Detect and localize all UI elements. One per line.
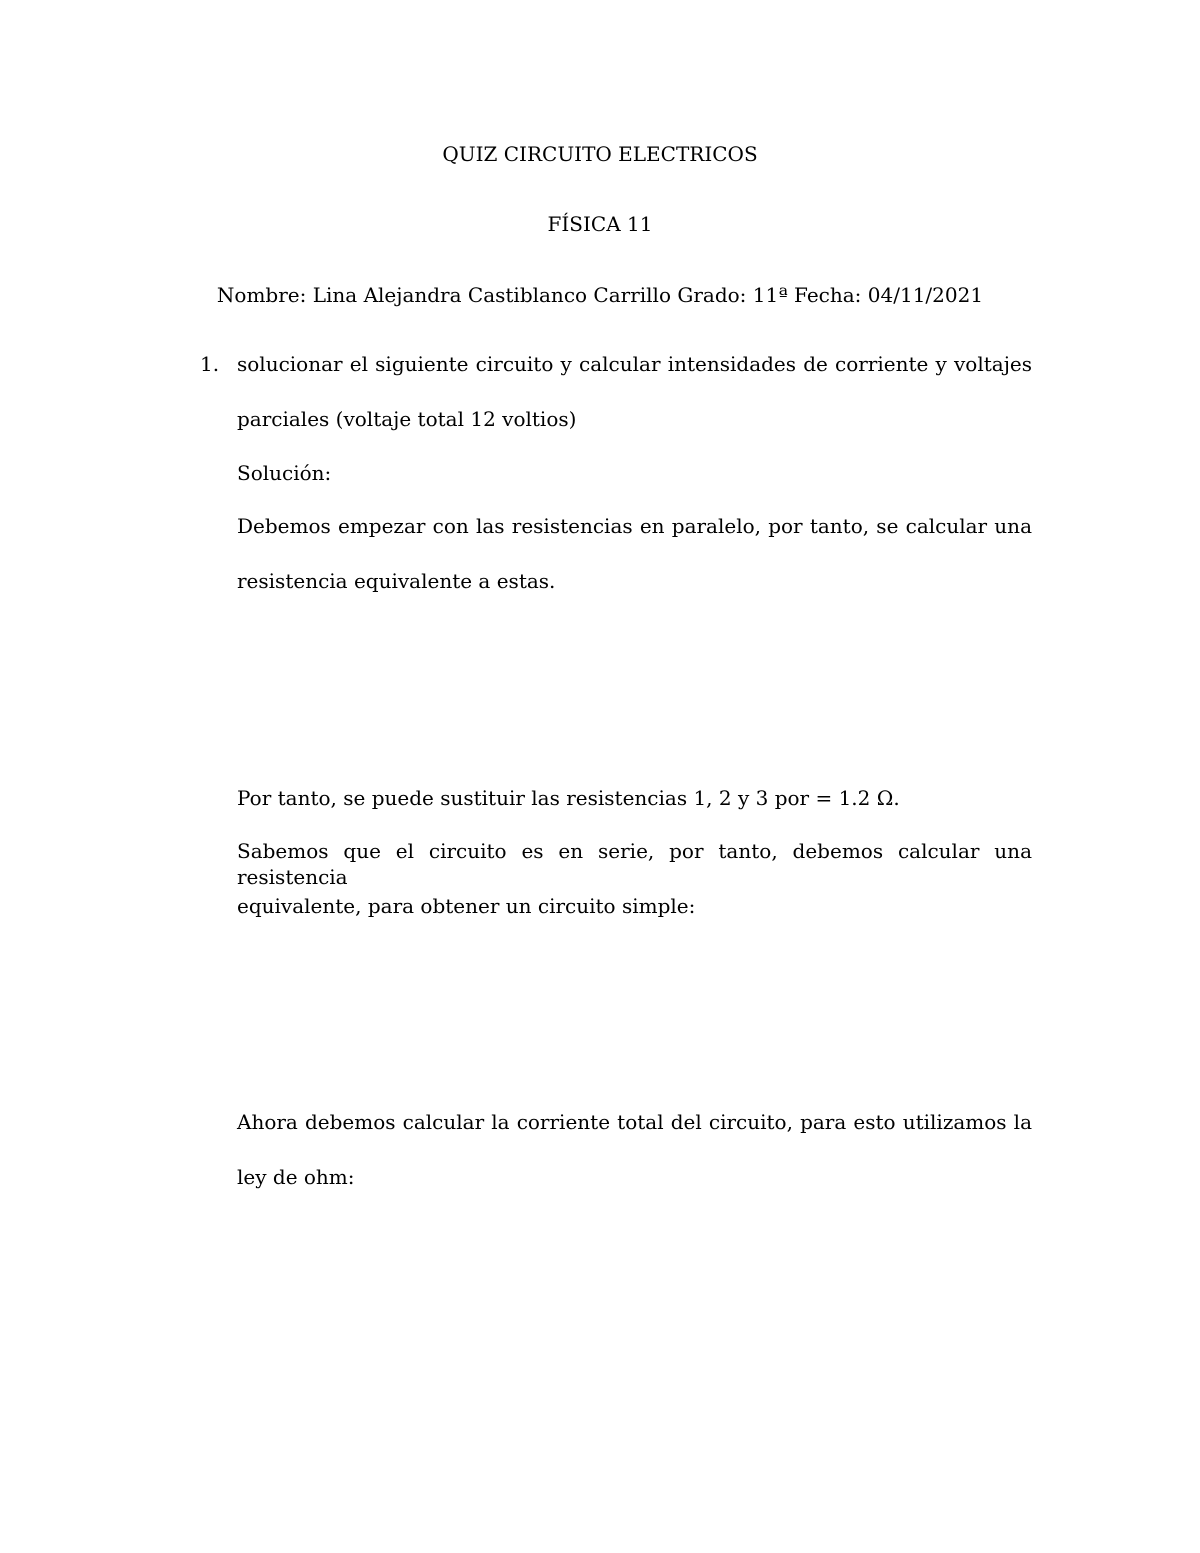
question-text-line-1: solucionar el siguiente circuito y calcular intensidades de corriente y voltajes (237, 352, 1032, 376)
student-info-line: Nombre: Lina Alejandra Castiblanco Carrillo Grado: 11ª Fecha: 04/11/2021 (216, 283, 984, 307)
solution-paragraph-1-line-1: Debemos empezar con las resistencias en paralelo, por tanto, se calcular una (237, 514, 1032, 538)
question-text-line-2: parciales (voltaje total 12 voltios) (237, 407, 577, 431)
solution-paragraph-1-line-2: resistencia equivalente a estas. (237, 569, 556, 593)
solution-paragraph-4-line-1: Ahora debemos calcular la corriente total del circuito, para esto utilizamos la (237, 1110, 1032, 1134)
solution-paragraph-3-line-2: equivalente, para obtener un circuito simple: (237, 894, 696, 918)
question-number: 1. (200, 352, 220, 376)
solution-paragraph-2: Por tanto, se puede sustituir las resistencias 1, 2 y 3 por = 1.2 Ω. (237, 786, 900, 810)
document-title: QUIZ CIRCUITO ELECTRICOS (442, 142, 758, 166)
subject-heading: FÍSICA 11 (547, 212, 653, 236)
solution-heading: Solución: (237, 461, 332, 485)
solution-paragraph-3-line-1: Sabemos que el circuito es en serie, por tanto, debemos calcular una resistencia (237, 839, 1032, 889)
solution-paragraph-4-line-2: ley de ohm: (237, 1165, 355, 1189)
